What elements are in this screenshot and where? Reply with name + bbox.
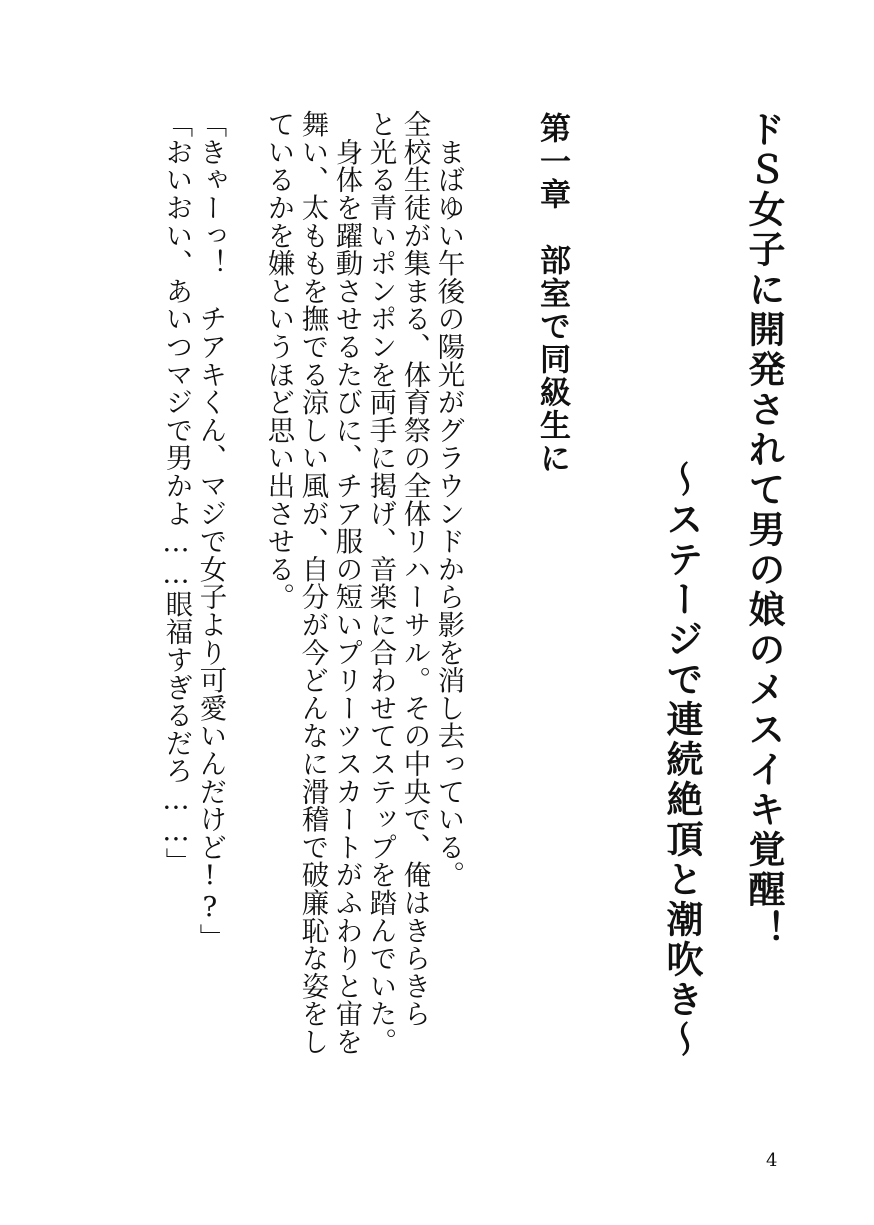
paragraph-line: 全校生徒が集まる、体育祭の全体リハーサル。その中央で、俺はきらきら xyxy=(398,110,430,1028)
paragraph-line: 舞い、太ももを撫でる涼しい風が、自分が今どんなに滑稽で破廉恥な姿をし xyxy=(296,110,328,1056)
paragraph-line: と光る青いポンポンを両手に掲げ、音楽に合わせてステップを踏んでいた。 xyxy=(364,110,396,1056)
dialogue-line: 「きゃーっ！ チアキくん、マジで女子より可愛いんだけど!?」 xyxy=(194,110,226,952)
book-subtitle: ～ステージで連続絶頂と潮吹き～ xyxy=(660,460,703,1060)
dialogue-line: 「おいおい、あいつマジで男かよ……眼福すぎるだろ……」 xyxy=(160,110,192,875)
paragraph-line: 身体を躍動させるたびに、チア服の短いプリーツスカートがふわりと宙を xyxy=(330,110,362,1056)
paragraph-line: まばゆい午後の陽光がグラウンドから影を消し去っている。 xyxy=(432,110,464,889)
chapter-heading: 第一章 部室で同級生に xyxy=(534,112,570,475)
page-number: 4 xyxy=(766,1150,778,1171)
book-title: ドＳ女子に開発されて男の娘のメスイキ覚醒！ xyxy=(742,110,785,950)
paragraph-line: ているかを嫌というほど思い出させる。 xyxy=(262,110,294,611)
